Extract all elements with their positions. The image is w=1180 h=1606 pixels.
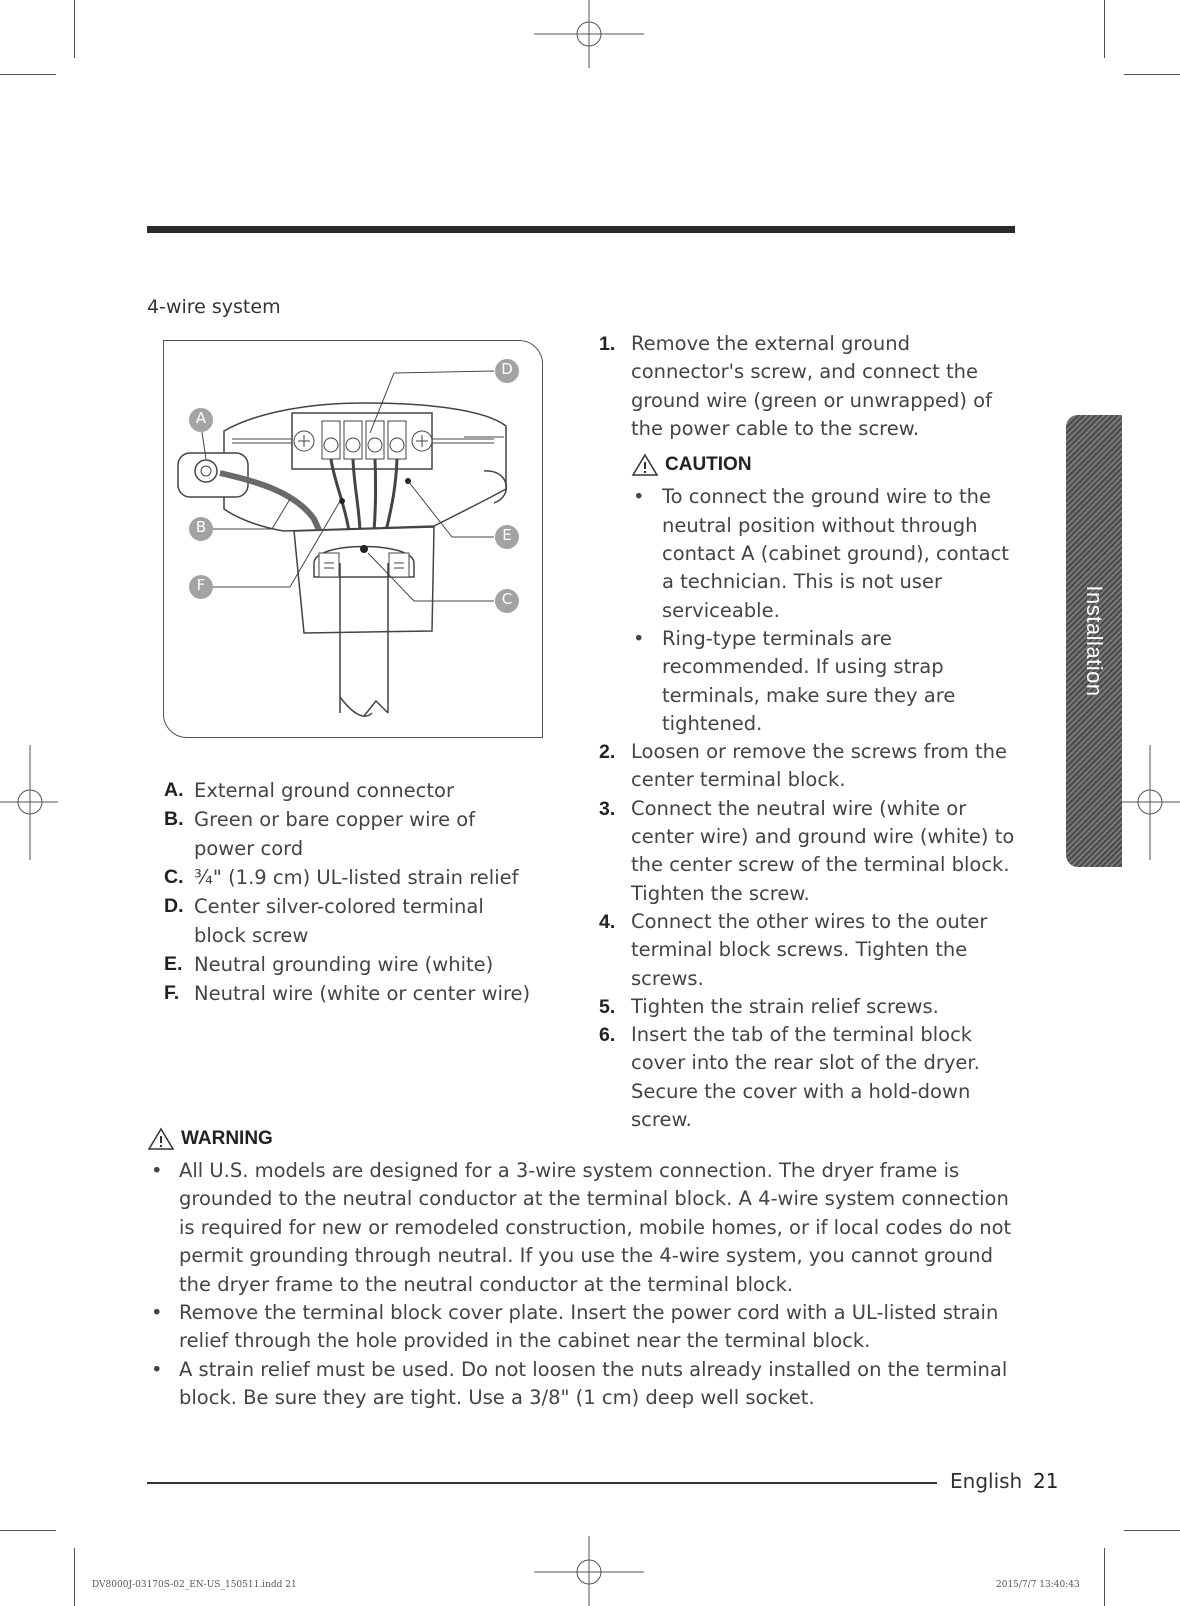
warning-heading: WARNING	[147, 1127, 273, 1151]
registration-mark-bottom	[534, 1536, 644, 1606]
callout-a: A	[188, 407, 214, 437]
wiring-diagram-illustration	[164, 341, 543, 738]
step-item: 5. Tighten the strain relief screws.	[599, 994, 939, 1018]
legend-item: F. Neutral wire (white or center wire)	[164, 982, 531, 1005]
registration-mark-top	[534, 0, 644, 70]
caution-item: • To connect the ground wire to the neutral position without through contact A (cabinet ground), contact a technician. This is not user serviceable.	[633, 485, 1009, 622]
crop-mark-top-right-v	[1104, 0, 1105, 58]
caution-list	[631, 483, 1019, 738]
print-slug-timestamp: 2015/7/7 13:40:43	[996, 1580, 1080, 1590]
caution-item: • Ring-type terminals are recommended. If using strap terminals, make sure they are tightened.	[633, 626, 956, 735]
warning-item: • All U.S. models are designed for a 3-wire system connection. The dryer frame is grounded to the neutral conductor at the terminal block. A 4-wire system connection is required for new or remodeled construction, mobile homes, or if local codes do not permit grounding through neutral. If you use the 4-wire system, you cannot ground the dryer frame to the neutral conductor at the terminal block.	[151, 1159, 1012, 1296]
strain-relief-bracket	[294, 527, 434, 633]
step-item: 4. Connect the other wires to the outer terminal block screws. Tighten the screws.	[599, 909, 988, 990]
callout-b: B	[188, 516, 214, 546]
callout-f: F	[188, 574, 214, 604]
footer-rule	[147, 1482, 937, 1484]
legend-item: A. External ground connector	[164, 779, 454, 802]
section-title: 4-wire system	[147, 296, 281, 318]
crop-mark-bottom-left-h	[0, 1530, 56, 1531]
caution-heading: CAUTION	[631, 451, 1019, 479]
warning-triangle-icon	[147, 1127, 175, 1151]
crop-mark-top-left-v	[74, 0, 75, 58]
callout-c: C	[494, 588, 520, 618]
warning-item: • A strain relief must be used. Do not loosen the nuts already installed on the terminal block. Be sure they are tight. Use a 3/8" (1 cm) deep well socket.	[151, 1357, 1008, 1410]
legend-item: E. Neutral grounding wire (white)	[164, 953, 494, 976]
legend-item: C. ¾" (1.9 cm) UL-listed strain relief	[164, 866, 519, 889]
crop-mark-bottom-right-v	[1104, 1548, 1105, 1606]
diagram-legend	[164, 776, 564, 1008]
warning-list	[149, 1157, 1019, 1413]
print-slug-filename: DV8000J-03170S-02_EN-US_150511.indd 21	[92, 1580, 297, 1590]
legend-item: B. Green or bare copper wire of power cord	[164, 808, 476, 860]
callout-d: D	[494, 358, 520, 388]
instruction-steps	[599, 330, 1019, 1134]
legend-item: D. Center silver-colored terminal block screw	[164, 895, 484, 947]
crop-mark-top-right-h	[1124, 74, 1180, 75]
crop-mark-bottom-right-h	[1124, 1530, 1180, 1531]
warning-triangle-icon	[631, 453, 659, 477]
page-number: 21	[1033, 1469, 1059, 1493]
registration-mark-right	[1120, 745, 1180, 860]
footer-language: English	[950, 1469, 1023, 1493]
registration-mark-left	[0, 745, 60, 860]
header-rule	[147, 226, 1015, 233]
crop-mark-top-left-h	[0, 74, 56, 75]
callout-e: E	[494, 524, 520, 554]
step-item: 1. Remove the external ground connector's screw, and connect the ground wire (green or unwrapped) of the power cable to the screw.	[599, 332, 992, 440]
warning-item: • Remove the terminal block cover plate. Insert the power cord with a UL-listed strain relief through the hole provided in the cabinet near the terminal block.	[151, 1301, 999, 1353]
section-side-tab-label: Installation	[1082, 585, 1107, 697]
step-item: 6. Insert the tab of the terminal block cover into the rear slot of the dryer. Secure the cover with a hold-down screw.	[599, 1023, 980, 1132]
wiring-diagram	[163, 340, 543, 738]
step-item: 2. Loosen or remove the screws from the center terminal block.	[599, 740, 1008, 792]
step-item: 3. Connect the neutral wire (white or center wire) and ground wire (white) to the center screw of the terminal block. Tighten the screw.	[599, 796, 1015, 905]
crop-mark-bottom-left-v	[74, 1548, 75, 1606]
